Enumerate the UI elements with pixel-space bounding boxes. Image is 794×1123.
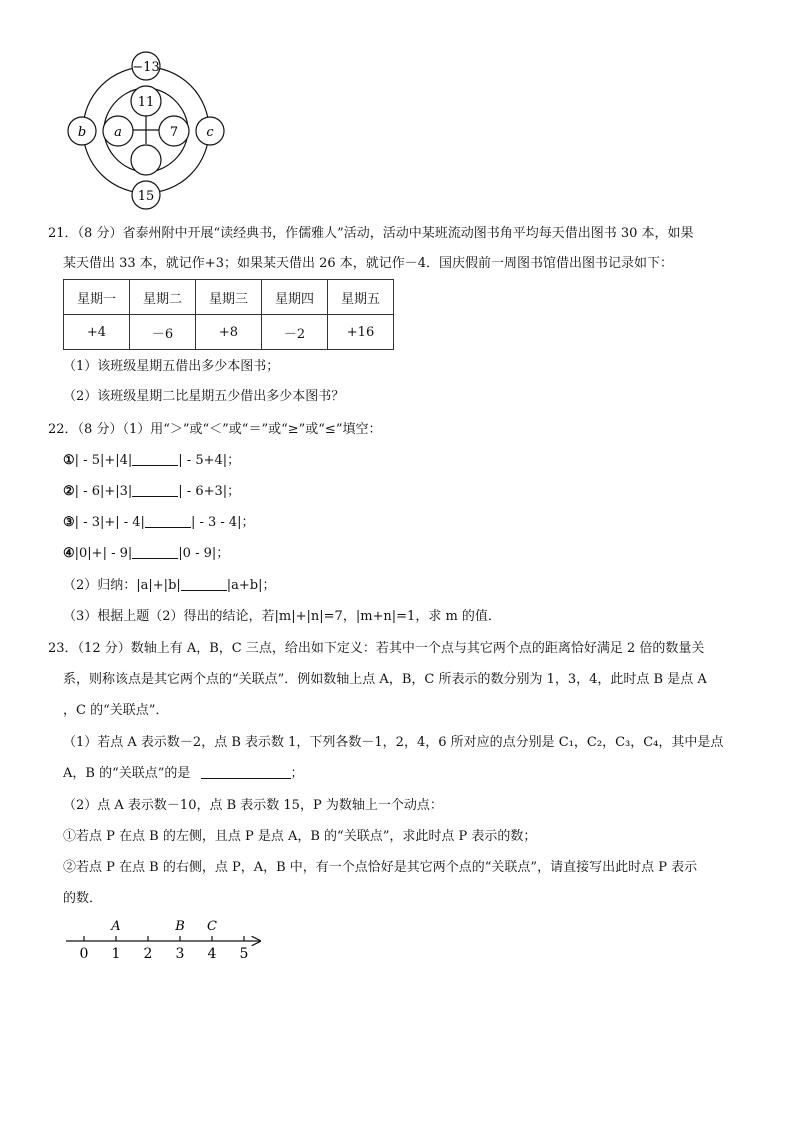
sub2-prefix: （2）归纳： <box>63 578 137 593</box>
point-label: B <box>175 919 185 934</box>
q22-item-1 <box>63 449 240 468</box>
item-marker: ③ <box>63 515 75 530</box>
q22-item-2 <box>63 480 240 499</box>
q22-sub3: （3）根据上题（2）得出的结论，若|m|+|n|=7，|m+n|=1，求 m 的值． <box>63 609 501 624</box>
svg-text:15: 15 <box>137 189 155 204</box>
q21-line1 <box>48 222 694 241</box>
q23-item2-line1: ②若点 P 在点 B 的右侧，点 P，A，B 中，有一个点恰好是其它两个点的“关联点”，请直接写出此时点 P 表示 <box>63 860 698 875</box>
q21-score: （8 分） <box>77 226 123 241</box>
q23-sub1-line1: （1）若点 A 表示数－2，点 B 表示数 1，下列各数－1，2，4，6 所对应的点分别是 C₁，C₂，C₃，C₄，其中是点 <box>63 735 724 750</box>
q22-sub2 <box>63 574 276 593</box>
node-inner-right <box>159 116 189 146</box>
node-inner-left <box>103 116 133 146</box>
table-cell: +4 <box>64 315 130 350</box>
q23-number: 23． <box>48 641 78 656</box>
tick-label: 0 <box>79 946 89 962</box>
q22-line1 <box>48 418 381 437</box>
item-right: |0 - 9|； <box>178 546 230 561</box>
svg-text:−13: −13 <box>132 60 160 75</box>
svg-text:b: b <box>77 125 87 140</box>
q23-line3: ，C 的“关联点”． <box>63 703 169 718</box>
tick-label: 2 <box>143 946 153 962</box>
table-cell: －6 <box>130 315 196 350</box>
answer-blank[interactable] <box>181 578 227 591</box>
node-outer-bottom <box>132 181 160 209</box>
q21-sub2: （2）该班级星期二比星期五少借出多少本图书？ <box>63 389 345 404</box>
table-header-cell: 星期二 <box>130 280 196 315</box>
item-left: | - 3|+| - 4| <box>74 515 145 530</box>
answer-blank[interactable] <box>132 484 178 497</box>
item-marker: ① <box>63 453 75 468</box>
node-inner-top <box>131 86 161 116</box>
svg-text:a: a <box>114 125 122 140</box>
table-cell: +8 <box>196 315 262 350</box>
answer-blank[interactable] <box>201 766 291 779</box>
answer-blank[interactable] <box>132 546 178 559</box>
circle-diagram <box>60 44 230 214</box>
tick-label: 4 <box>207 946 217 962</box>
point-label: A <box>111 919 121 934</box>
q21-line2: 某天借出 33 本，就记作+3；如果某天借出 26 本，就记作－4．国庆假前一周图书馆借出图书记录如下： <box>63 256 674 271</box>
q21-number: 21． <box>48 226 78 241</box>
sub1-text: A，B 的“关联点”的是 <box>63 766 191 781</box>
item-right: | - 6+3|； <box>178 484 241 499</box>
q23-line2: 系，则称该点是其它两个点的“关联点”．例如数轴上点 A，B，C 所表示的数分别为 1，3，4，此时点 B 是点 A <box>63 672 707 687</box>
q23-item1-text: ①若点 P 在点 B 的左侧，且点 P 是点 A，B 的“关联点”，求此时点 P 表示的数； <box>63 829 537 844</box>
answer-blank[interactable] <box>145 515 191 528</box>
q22-item-4 <box>63 542 229 561</box>
q23-line1 <box>48 637 704 656</box>
svg-text:c: c <box>206 125 214 140</box>
point-label: C <box>207 919 217 934</box>
table-cell: －2 <box>262 315 328 350</box>
item-right: | - 5+4|； <box>178 453 241 468</box>
item-marker: ② <box>63 484 75 499</box>
number-line <box>60 912 270 964</box>
item-left: | - 5|+|4| <box>74 453 133 468</box>
item-left: |0|+| - 9| <box>74 546 133 561</box>
node-inner-bottom <box>131 145 161 175</box>
sub2-left: |a|+|b| <box>136 578 181 593</box>
node-outer-top <box>132 52 160 80</box>
q23-score: （12 分） <box>77 641 131 656</box>
table-row <box>64 315 394 350</box>
tick-label: 5 <box>239 946 249 962</box>
q23-item2-line2: 的数． <box>63 891 103 906</box>
q23-sub1-line2 <box>63 762 304 781</box>
q21-sub1: （1）该班级星期五借出多少本图书； <box>63 359 280 374</box>
q22-intro: （1）用“＞”或“＜”或“＝”或“≥”或“≤”填空： <box>122 422 382 437</box>
svg-text:7: 7 <box>169 125 179 140</box>
table-header-cell: 星期一 <box>64 280 130 315</box>
table-header-cell: 星期四 <box>262 280 328 315</box>
q23-item1 <box>63 825 536 844</box>
sub1-end: ； <box>290 766 304 781</box>
table-header-cell: 星期五 <box>328 280 394 315</box>
svg-text:11: 11 <box>137 95 155 110</box>
q22-score: （8 分） <box>77 422 123 437</box>
answer-blank[interactable] <box>132 453 178 466</box>
item-marker: ④ <box>63 546 75 561</box>
tick-label: 1 <box>111 946 121 962</box>
table-header-row <box>64 280 394 315</box>
table-cell: +16 <box>328 315 394 350</box>
node-outer-left <box>68 117 96 145</box>
table-header-cell: 星期三 <box>196 280 262 315</box>
q23-text1: 数轴上有 A，B，C 三点，给出如下定义：若其中一个点与其它两个点的距离恰好满足 2 倍的数量关 <box>130 641 705 656</box>
sub2-right: |a+b|； <box>226 578 276 593</box>
item-right: | - 3 - 4|； <box>190 515 255 530</box>
tick-label: 3 <box>175 946 185 962</box>
borrow-record-table <box>63 279 394 350</box>
q22-item-3 <box>63 511 255 530</box>
q22-number: 22． <box>48 422 78 437</box>
q21-text1: 省泰州附中开展“读经典书，作儒雅人”活动，活动中某班流动图书角平均每天借出图书 30 本，如果 <box>122 226 694 241</box>
q23-sub2: （2）点 A 表示数－10，点 B 表示数 15，P 为数轴上一个动点： <box>63 798 443 813</box>
node-outer-right <box>196 117 224 145</box>
item-left: | - 6|+|3| <box>74 484 133 499</box>
